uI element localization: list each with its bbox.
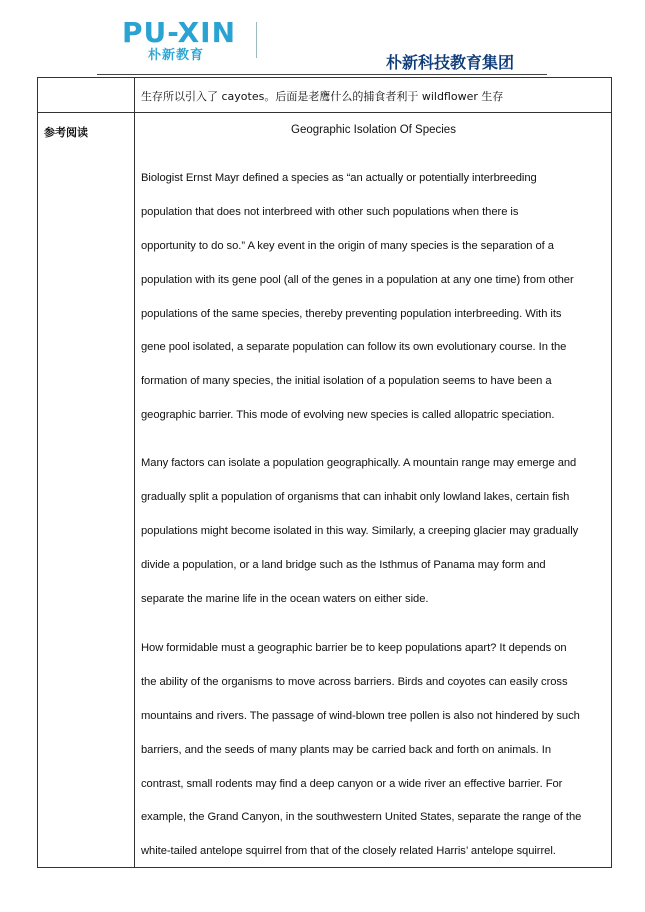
puxin-logo — [122, 18, 262, 62]
logo-text: PU-XIN — [122, 16, 237, 49]
text-line: opportunity to do so.” A key event in the origin of many species is the separation of a — [141, 239, 554, 252]
text-line: formation of many species, the initial isolation of a population seems to have been a — [141, 375, 552, 388]
reading-table — [37, 77, 612, 868]
text-line: contrast, small rodents may find a deep canyon or a wide river an effective barrier. For — [141, 777, 563, 790]
text-line: example, the Grand Canyon, in the southwestern United States, separate the range of the — [141, 811, 582, 824]
text-line: divide a population, or a land bridge such as the Isthmus of Panama may form and — [141, 558, 546, 571]
text-line: population that does not interbreed with other such populations when there is — [141, 205, 519, 218]
text-line: gene pool isolated, a separate population can follow its own evolutionary course. In the — [141, 341, 567, 354]
text-line: Biologist Ernst Mayr defined a species as “an actually or potentially interbreeding — [141, 172, 537, 184]
logo-subtext: 朴新教育 — [148, 48, 205, 63]
text-line: populations might become isolated in this way. Similarly, a creeping glacier may gradually — [141, 524, 579, 537]
page-header — [0, 0, 645, 80]
text-line: How formidable must a geographic barrier be to keep populations apart? It depends on — [141, 642, 567, 654]
section-label: 参考阅读 — [44, 126, 88, 139]
text-line: the ability of the organisms to move across barriers. Birds and coyotes can easily cross — [141, 675, 568, 688]
text-line: population with its gene pool (all of the genes in a population at any one time) from other — [141, 273, 574, 286]
text-line: geographic barrier. This mode of evolving new species is called allopatric speciation. — [141, 409, 555, 422]
text-line: mountains and rivers. The passage of wind-blown tree pollen is also not hindered by such — [141, 709, 580, 722]
text-line: white-tailed antelope squirrel from that of the closely related Harris’ antelope squirrel. — [141, 845, 556, 858]
paragraph-2 — [141, 456, 611, 625]
text-line: gradually split a population of organisms that can inhabit only lowland lakes, certain fish — [141, 490, 570, 503]
text-line: barriers, and the seeds of many plants may be carried back and forth on animals. In — [141, 743, 552, 756]
paragraph-1 — [141, 171, 611, 442]
paragraph-3 — [141, 641, 611, 878]
top-row-text: 生存所以引入了 cayotes。后面是老鹰什么的捕食者利于 wildflower 生存 — [141, 90, 504, 103]
row-divider — [38, 112, 611, 113]
text-line: separate the marine life in the ocean waters on either side. — [141, 592, 429, 605]
logo-divider — [256, 22, 257, 58]
text-line: Many factors can isolate a population geographically. A mountain range may emerge and — [141, 457, 577, 469]
organization-name: 朴新科技教育集团 — [386, 53, 515, 72]
column-divider — [134, 78, 135, 867]
header-rule — [97, 74, 547, 75]
text-line: populations of the same species, thereby preventing population interbreeding. With its — [141, 307, 562, 320]
article-title: Geographic Isolation Of Species — [291, 124, 456, 136]
